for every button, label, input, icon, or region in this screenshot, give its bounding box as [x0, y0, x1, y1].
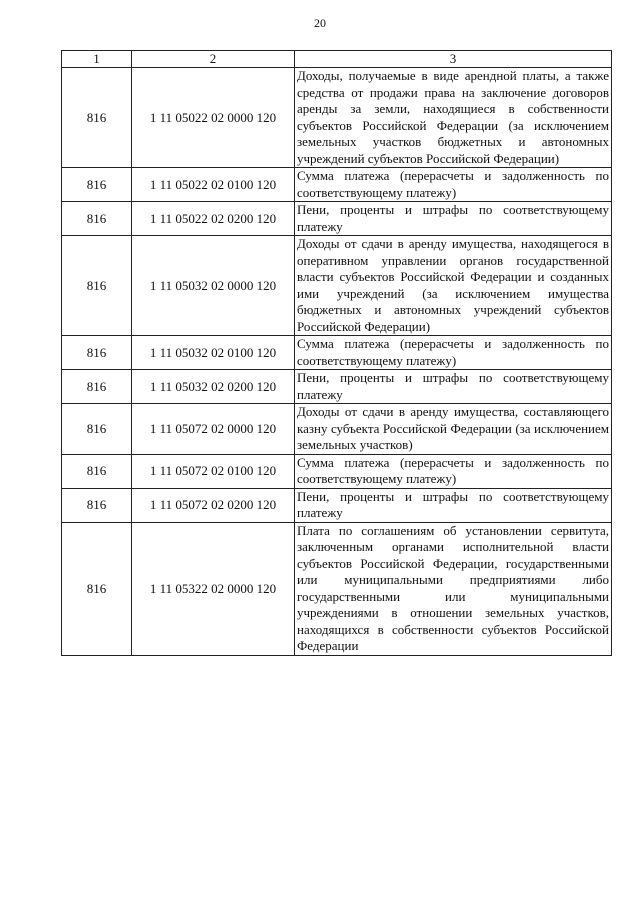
kbk-code-cell: 1 11 05022 02 0100 120 [132, 168, 295, 202]
column-header-1: 1 [62, 51, 132, 68]
table-row [62, 404, 612, 455]
description-cell: Сумма платежа (перерасчеты и задолженность по соответствующему платежу) [295, 168, 612, 202]
kbk-code-cell: 1 11 05022 02 0000 120 [132, 68, 295, 168]
admin-code-cell: 816 [62, 168, 132, 202]
admin-code-cell: 816 [62, 336, 132, 370]
column-header-2: 2 [132, 51, 295, 68]
admin-code-cell: 816 [62, 236, 132, 336]
table-row [62, 488, 612, 522]
description-cell: Доходы от сдачи в аренду имущества, составляющего казну субъекта Российской Федерации (за исключением земельных участков) [295, 404, 612, 455]
table-row [62, 522, 612, 655]
table-row [62, 370, 612, 404]
description-cell: Пени, проценты и штрафы по соответствующему платежу [295, 202, 612, 236]
description-cell: Сумма платежа (перерасчеты и задолженность по соответствующему платежу) [295, 336, 612, 370]
kbk-code-cell: 1 11 05032 02 0100 120 [132, 336, 295, 370]
description-cell: Пени, проценты и штрафы по соответствующему платежу [295, 488, 612, 522]
table-row [62, 202, 612, 236]
revenue-codes-table [61, 50, 612, 656]
table-header-row [62, 51, 612, 68]
admin-code-cell: 816 [62, 488, 132, 522]
kbk-code-cell: 1 11 05032 02 0200 120 [132, 370, 295, 404]
admin-code-cell: 816 [62, 404, 132, 455]
kbk-code-cell: 1 11 05022 02 0200 120 [132, 202, 295, 236]
admin-code-cell: 816 [62, 454, 132, 488]
table-row [62, 236, 612, 336]
kbk-code-cell: 1 11 05072 02 0000 120 [132, 404, 295, 455]
table-row [62, 336, 612, 370]
kbk-code-cell: 1 11 05032 02 0000 120 [132, 236, 295, 336]
description-cell: Доходы, получаемые в виде арендной платы, а также средства от продажи права на заключение договоров аренды за земли, находящиеся в собственности субъектов Российской Федерации (за исключением земельных участков бюджетных и автономных учреждений субъектов Российской Федерации) [295, 68, 612, 168]
admin-code-cell: 816 [62, 68, 132, 168]
table-row [62, 68, 612, 168]
kbk-code-cell: 1 11 05322 02 0000 120 [132, 522, 295, 655]
kbk-code-cell: 1 11 05072 02 0100 120 [132, 454, 295, 488]
kbk-code-cell: 1 11 05072 02 0200 120 [132, 488, 295, 522]
admin-code-cell: 816 [62, 202, 132, 236]
description-cell: Пени, проценты и штрафы по соответствующему платежу [295, 370, 612, 404]
admin-code-cell: 816 [62, 370, 132, 404]
page-number: 20 [314, 16, 326, 30]
description-cell: Доходы от сдачи в аренду имущества, находящегося в оперативном управлении органов государственной власти субъектов Российской Федерации и созданных ими учреждений (за исключением имущества бюджетных и автономных учреждений субъектов Российской Федерации) [295, 236, 612, 336]
table-row [62, 168, 612, 202]
admin-code-cell: 816 [62, 522, 132, 655]
column-header-3: 3 [295, 51, 612, 68]
description-cell: Плата по соглашениям об установлении сервитута, заключенным органами исполнительной власти субъектов Российской Федерации, государственными или муниципальными предприятиями либо государственными или муниципальными учреждениями в отношении земельных участков, находящихся в собственности субъектов Российской Федерации [295, 522, 612, 655]
description-cell: Сумма платежа (перерасчеты и задолженность по соответствующему платежу) [295, 454, 612, 488]
table-row [62, 454, 612, 488]
